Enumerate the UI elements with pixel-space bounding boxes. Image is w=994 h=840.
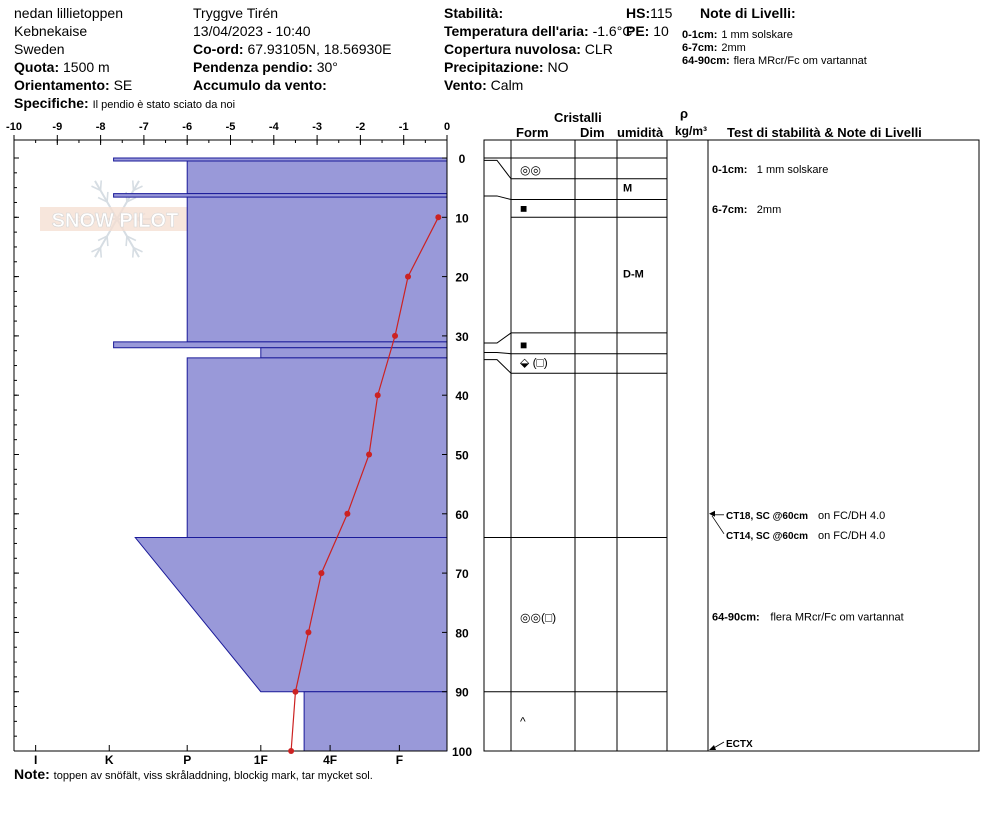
wind-value: Calm bbox=[490, 77, 524, 93]
elevation-value: 1500 m bbox=[63, 59, 110, 75]
temperature-point bbox=[435, 214, 441, 220]
hardness-tick-label: I bbox=[33, 753, 38, 767]
stability-notes-header: Test di stabilità & Note di Livelli bbox=[727, 125, 922, 140]
note-label: Note: bbox=[14, 766, 50, 782]
size-header: Dim bbox=[580, 125, 605, 140]
temp-tick-label: -4 bbox=[268, 121, 279, 133]
layer-note-text: 2mm bbox=[756, 204, 782, 217]
specifics-value: Il pendio è stato sciato da noi bbox=[92, 99, 236, 111]
hardness-tick-label: 4F bbox=[323, 753, 338, 767]
slope-value: 30° bbox=[316, 59, 338, 75]
snowflake-branch bbox=[101, 248, 102, 258]
note-text: toppen av snöfält, viss skråladdning, blockig mark, tar mycket sol. bbox=[53, 770, 373, 782]
temperature-point bbox=[375, 392, 381, 398]
layer-grain-form: ⬙ (□) bbox=[520, 355, 548, 370]
layer-connector bbox=[484, 360, 511, 374]
temp-tick-label: -9 bbox=[52, 121, 63, 133]
layer-note-text: 1 mm solskare bbox=[721, 29, 793, 41]
density-header: kg/m³ bbox=[675, 124, 708, 138]
temp-tick-label: -3 bbox=[312, 121, 322, 133]
layer-connector bbox=[484, 353, 511, 354]
hardness-layer bbox=[187, 358, 447, 538]
temperature-point bbox=[366, 452, 372, 458]
depth-tick-label: 0 bbox=[458, 152, 466, 166]
observation-datetime: 13/04/2023 - 10:40 bbox=[193, 23, 311, 39]
temperature-point bbox=[305, 629, 311, 635]
temp-tick-label: -7 bbox=[139, 121, 149, 133]
stability-test-label: CT18, SC @60cm bbox=[726, 510, 809, 522]
layer-note-text: flera MRcr/Fc om vartannat bbox=[770, 611, 904, 624]
stability-label: Stabilità: bbox=[444, 5, 504, 21]
layer-connector bbox=[484, 160, 511, 178]
layer-note-range: 6-7cm: bbox=[682, 42, 718, 54]
snowpilot-watermark bbox=[40, 180, 190, 257]
layer-grain-form: ■ bbox=[520, 337, 528, 352]
aspect-value: SE bbox=[113, 77, 133, 93]
temperature-point bbox=[405, 274, 411, 280]
stability-arrow bbox=[709, 745, 716, 750]
depth-tick-label: 60 bbox=[455, 507, 469, 522]
temperature-point bbox=[288, 748, 294, 754]
stability-pointer bbox=[712, 516, 724, 534]
temp-tick-label: -8 bbox=[95, 121, 106, 133]
hardness-layer bbox=[304, 692, 447, 751]
depth-tick-label: 100 bbox=[451, 745, 473, 759]
rho-header: ρ bbox=[680, 106, 689, 121]
moisture-header: umidità bbox=[617, 125, 664, 140]
layer-grain-form: ◎◎ bbox=[520, 162, 541, 177]
temperature-point bbox=[344, 511, 350, 517]
snowflake-branch bbox=[133, 248, 134, 258]
layer-note-range: 0-1cm: bbox=[682, 29, 718, 41]
stability-test-note: on FC/DH 4.0 bbox=[818, 509, 886, 522]
temperature-point bbox=[292, 689, 298, 695]
elevation-label: Quota: bbox=[14, 59, 60, 75]
layer-moisture: M bbox=[623, 182, 633, 195]
snowflake-branch bbox=[133, 180, 134, 190]
layer-grain-form: ■ bbox=[520, 201, 528, 216]
cloud-label: Copertura nuvolosa: bbox=[444, 41, 581, 57]
layer-note-range: 64-90cm: bbox=[712, 611, 760, 624]
air-temp-label: Temperatura dell'aria: bbox=[444, 23, 589, 39]
specifics-label: Specifiche: bbox=[14, 95, 89, 111]
temp-tick-label: 0 bbox=[443, 121, 451, 133]
precip-value: NO bbox=[547, 59, 569, 75]
depth-tick-label: 80 bbox=[455, 626, 469, 641]
layer-note-text: 2mm bbox=[721, 42, 746, 54]
depth-tick-label: 90 bbox=[455, 685, 469, 700]
cloud-value: CLR bbox=[584, 41, 613, 57]
precip-label: Precipitazione: bbox=[444, 59, 544, 75]
snowflake-branch bbox=[107, 236, 108, 246]
hardness-layer bbox=[187, 161, 447, 194]
pe-label: PE: bbox=[626, 23, 650, 39]
stability-test-label: CT14, SC @60cm bbox=[726, 530, 809, 542]
wind-loading-label: Accumulo da vento: bbox=[193, 77, 327, 93]
layer-table-frame bbox=[484, 140, 979, 751]
depth-tick-label: 30 bbox=[455, 329, 469, 344]
layer-note-text: flera MRcr/Fc om vartannat bbox=[733, 55, 867, 67]
hardness-tick-label: K bbox=[104, 753, 114, 767]
layer-connector bbox=[484, 196, 511, 200]
hardness-layer bbox=[261, 348, 447, 358]
hardness-tick-label: P bbox=[183, 753, 192, 767]
temperature-point bbox=[392, 333, 398, 339]
crystals-header: Cristalli bbox=[554, 110, 602, 125]
layer-note-text: 1 mm solskare bbox=[756, 163, 829, 176]
layer-note-range: 64-90cm: bbox=[682, 55, 730, 67]
snowflake-branch bbox=[107, 192, 108, 202]
temp-tick-label: -10 bbox=[6, 121, 22, 133]
stability-test-label: ECTX bbox=[726, 739, 753, 750]
depth-tick-label: 50 bbox=[455, 448, 469, 463]
depth-tick-label: 70 bbox=[455, 567, 469, 582]
snowflake-branch bbox=[101, 180, 102, 190]
temp-tick-label: -5 bbox=[225, 121, 236, 133]
watermark-text: SNOW PILOT bbox=[51, 210, 179, 232]
hs-value: 115 bbox=[650, 5, 673, 21]
layer-notes-title: Note di Livelli: bbox=[700, 5, 796, 21]
layer-moisture: D-M bbox=[623, 268, 644, 281]
slope-label: Pendenza pendio: bbox=[193, 59, 313, 75]
area-name: Kebnekaise bbox=[14, 23, 88, 39]
country-name: Sweden bbox=[14, 41, 65, 57]
coord-label: Co-ord: bbox=[193, 41, 244, 57]
depth-tick-label: 10 bbox=[455, 211, 469, 226]
form-header: Form bbox=[516, 125, 549, 140]
wind-label: Vento: bbox=[444, 77, 487, 93]
aspect-label: Orientamento: bbox=[14, 77, 110, 93]
temp-tick-label: -2 bbox=[355, 121, 366, 133]
hardness-layer bbox=[114, 342, 447, 348]
temp-tick-label: -6 bbox=[182, 121, 193, 133]
hardness-tick-label: 1F bbox=[253, 753, 268, 767]
hardness-layer bbox=[187, 197, 447, 342]
coord-value: 67.93105N, 18.56930E bbox=[247, 41, 392, 57]
temp-tick-label: -1 bbox=[398, 121, 409, 133]
depth-tick-label: 20 bbox=[455, 270, 469, 285]
location-name: nedan lillietoppen bbox=[14, 5, 123, 21]
hardness-layer bbox=[135, 538, 447, 692]
layer-grain-form: ^ bbox=[520, 714, 526, 729]
layer-note-range: 6-7cm: bbox=[712, 204, 748, 217]
stability-test-note: on FC/DH 4.0 bbox=[818, 529, 886, 542]
temperature-point bbox=[318, 570, 324, 576]
layer-connector bbox=[484, 333, 511, 343]
air-temp-value: -1.6°C bbox=[592, 23, 633, 39]
pe-value: 10 bbox=[653, 23, 669, 39]
hs-label: HS: bbox=[626, 5, 651, 21]
hardness-layer bbox=[114, 194, 447, 198]
observer-name: Tryggve Tirén bbox=[193, 5, 279, 21]
hardness-tick-label: F bbox=[395, 753, 404, 767]
depth-tick-label: 40 bbox=[455, 389, 469, 404]
layer-note-range: 0-1cm: bbox=[712, 163, 748, 176]
snowflake-branch bbox=[126, 236, 127, 246]
layer-grain-form: ◎◎(□) bbox=[520, 610, 557, 625]
